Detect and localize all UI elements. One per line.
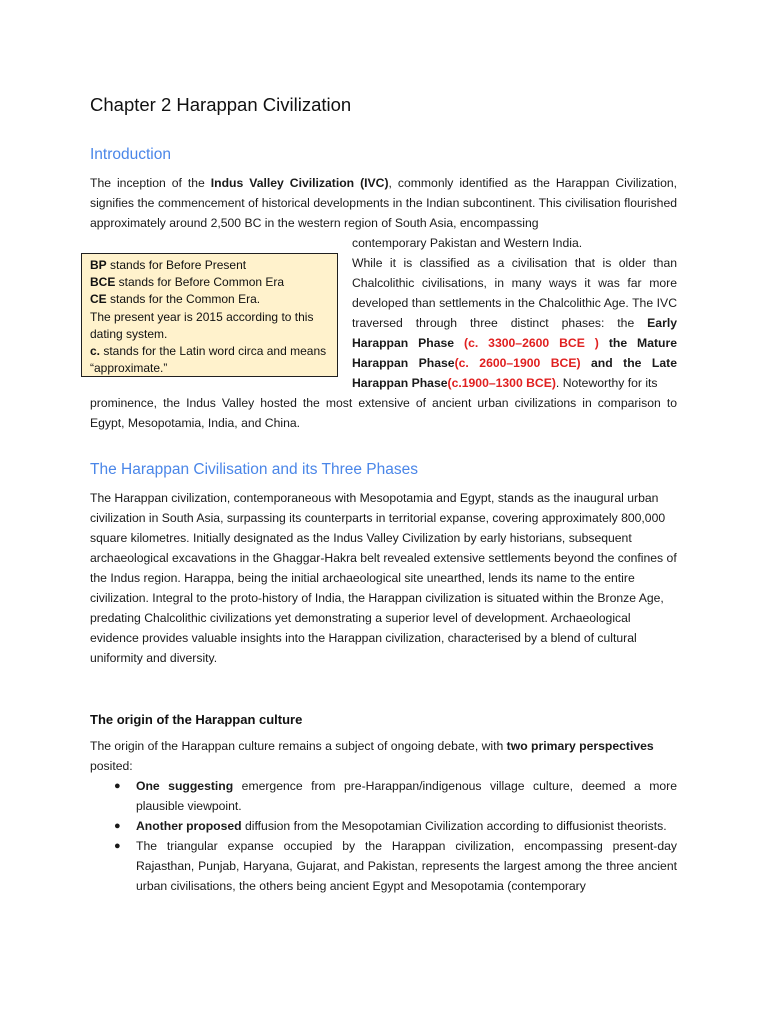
late-phase-date: (c.1900–1300 BCE)	[447, 376, 556, 390]
intro-paragraph-1	[90, 173, 677, 233]
intro-heading: Introduction	[90, 146, 171, 163]
late-phase: the Late Harappan Phase	[352, 356, 677, 390]
mature-phase-date: (c. 2600–1900 BCE)	[454, 356, 581, 370]
mature-phase: the Mature Harappan Phase	[352, 336, 677, 370]
chapter-title: Chapter 2 Harappan Civilization	[90, 94, 352, 115]
intro-text: contemporary Pakistan and Western India.	[352, 236, 583, 250]
early-phase-date: (c. 3300–2600 BCE )	[464, 336, 599, 350]
bullet-icon: ●	[114, 820, 121, 832]
note-bce: BCE stands for Before Common Era	[90, 275, 285, 290]
note-ce: CE stands for the Common Era.	[90, 292, 261, 307]
dating-note-box	[81, 253, 338, 377]
phases-heading: The Harappan Civilisation and its Three Phases	[90, 461, 418, 478]
list-item: ● One suggesting emergence from pre-Harappan/indigenous village culture, deemed a more plausible viewpoint.	[90, 776, 677, 816]
note-present-year: The present year is 2015 according to this dating system.	[90, 309, 314, 341]
intro-text: The inception of the	[90, 176, 211, 190]
origin-intro: The origin of the Harappan culture remains a subject of ongoing debate, with two primary perspectives posited:	[90, 739, 654, 773]
note-bp: BP stands for Before Present	[90, 258, 247, 272]
two-perspectives: two primary perspectives	[506, 739, 654, 753]
intro-paragraph-3: prominence, the Indus Valley hosted the most extensive of ancient urban civilizations in comparison to Egypt, Mesopotamia, India, and China.	[90, 396, 677, 430]
intro-continuation	[352, 233, 677, 253]
list-item: ● Another proposed diffusion from the Mesopotamian Civilization according to diffusionist theorists.	[90, 816, 677, 836]
early-phase: Early Harappan Phase	[352, 316, 677, 350]
intro-paragraph-2: While it is classified as a civilisation that is older than Chalcolithic civilisations, in many ways it was far more developed than settlements in the Chalcolithic Age. The IVC traversed through three distinct phases: the Early Harappan Phase (c. 3300–2600 BCE ) the Mature Harappan Phase(c. 2600–1900 BCE) and the Late Harappan Phase(c.1900–1300 BCE). Noteworthy for its	[352, 256, 677, 390]
note-circa: c. stands for the Latin word circa and means “approximate.”	[90, 344, 327, 376]
intro-text: , commonly identified as the Harappan Civilization, signifies the commencement of historical developments in the Indian subcontinent. This civilisation flourished approximately around 2,500 BC in the western region of South Asia, encompassing	[90, 176, 678, 230]
bullet-icon: ●	[114, 840, 121, 852]
origin-heading: The origin of the Harappan culture	[90, 712, 303, 727]
list-item: ● The triangular expanse occupied by the Harappan civilization, encompassing present-day Rajasthan, Punjab, Haryana, Gujarat, and Pakistan, represents the largest among the three ancient urban civilisations, the others being ancient Egypt and Mesopotamia (contemporary	[90, 836, 677, 896]
ivc-term: Indus Valley Civilization (IVC)	[210, 176, 389, 190]
bullet-icon: ●	[114, 780, 121, 792]
phases-paragraph: The Harappan civilization, contemporaneous with Mesopotamia and Egypt, stands as the inaugural urban civilization in South Asia, surpassing its counterparts in territorial expanse, covering approximately 800,000 square kilometres. Initially designated as the Indus Valley Civilization by early historians, subsequent archaeological excavations in the Ghaggar-Hakra belt revealed extensive settlements beyond the confines of the Indus region. Harappa, being the initial archaeological site unearthed, lends its name to the entire civilization. Integral to the proto-history of India, the Harappan civilization is situated within the Bronze Age, predating Chalcolithic civilizations yet demonstrating a superior level of development. Archaeological evidence provides valuable insights into the Harappan civilization, characterised by a blend of cultural uniformity and diversity.	[90, 491, 677, 665]
origin-bullet-list	[90, 776, 677, 896]
